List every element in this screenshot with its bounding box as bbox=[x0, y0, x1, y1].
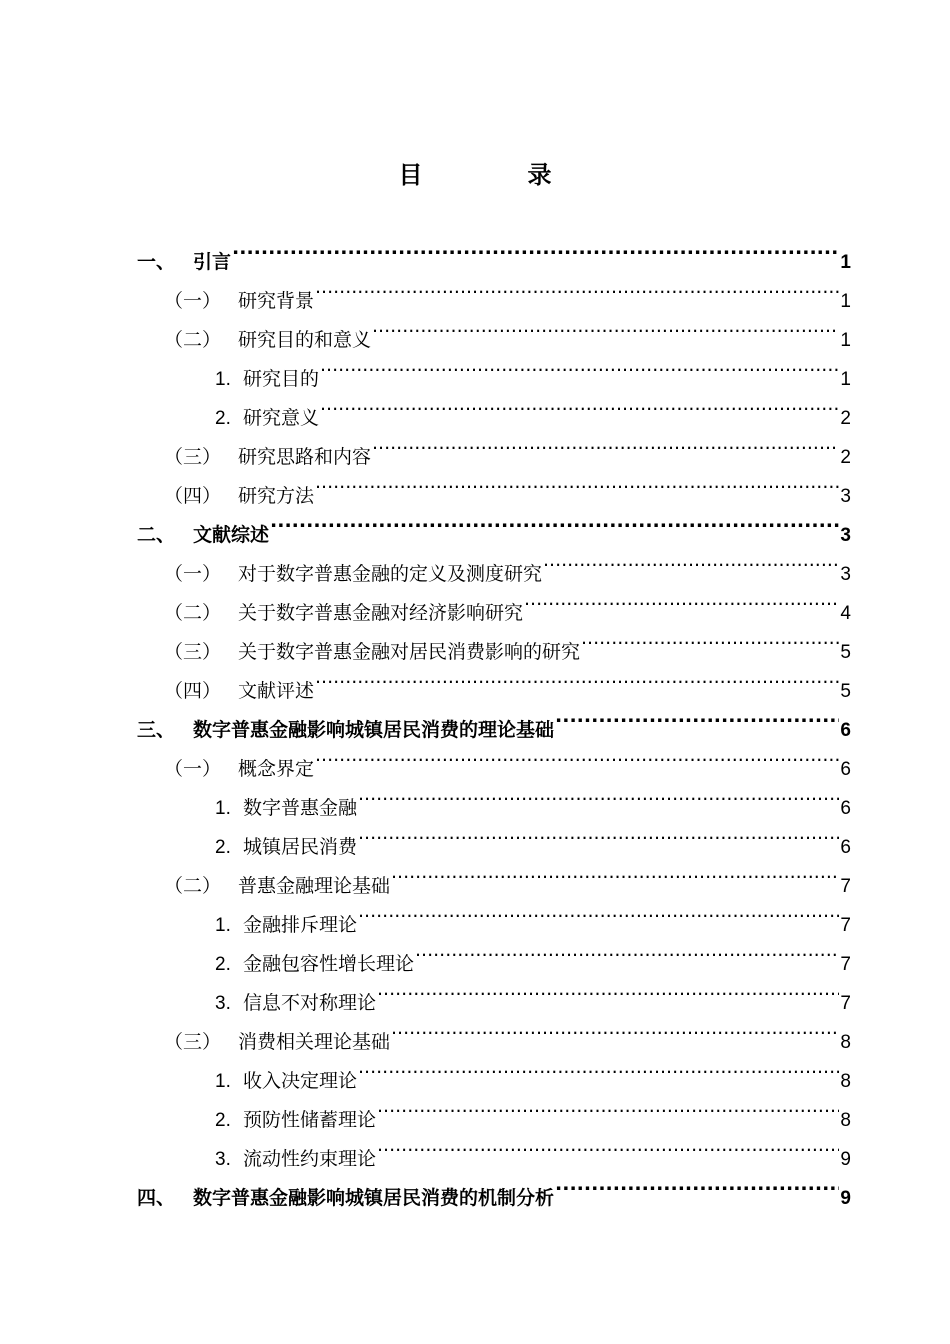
toc-entry-title: 信息不对称理论 bbox=[243, 992, 377, 1014]
toc-entry[interactable] bbox=[137, 580, 851, 624]
toc-entry-title: 数字普惠金融影响城镇居民消费的理论基础 bbox=[193, 719, 555, 741]
toc-entry-title: 文献评述 bbox=[238, 680, 315, 702]
dot-leader bbox=[581, 619, 839, 658]
toc-entry-page-number: 7 bbox=[840, 876, 851, 897]
dot-leader bbox=[377, 1126, 839, 1165]
toc-entry-number: 2. bbox=[215, 954, 231, 975]
dot-leader bbox=[555, 697, 839, 736]
toc-entry-title: 对于数字普惠金融的定义及测度研究 bbox=[238, 563, 543, 585]
toc-entry-title: 消费相关理论基础 bbox=[238, 1031, 391, 1053]
dot-leader bbox=[358, 775, 839, 814]
toc-entry[interactable] bbox=[137, 970, 851, 1014]
toc-entry-page-number: 5 bbox=[840, 642, 851, 663]
toc-entry[interactable] bbox=[137, 385, 851, 429]
dot-leader bbox=[415, 931, 839, 970]
toc-entry-number: （一） bbox=[164, 563, 222, 585]
toc-entry-page-number: 1 bbox=[840, 369, 851, 390]
toc-entry-number: 3. bbox=[215, 993, 231, 1014]
toc-entry[interactable] bbox=[137, 892, 851, 936]
toc-entry-page-number: 6 bbox=[840, 837, 851, 858]
dot-leader bbox=[377, 1087, 839, 1126]
toc-entry-title: 研究目的 bbox=[243, 368, 320, 390]
toc-entry-page-number: 8 bbox=[840, 1071, 851, 1092]
toc-entry-page-number: 3 bbox=[840, 564, 851, 585]
dot-leader bbox=[391, 853, 839, 892]
page-title bbox=[0, 155, 950, 190]
toc-entry-title: 引言 bbox=[193, 251, 232, 273]
toc-entry[interactable] bbox=[137, 1087, 851, 1131]
dot-leader bbox=[320, 385, 839, 424]
toc-entry-number: （一） bbox=[164, 290, 222, 312]
toc-entry-title: 概念界定 bbox=[238, 758, 315, 780]
toc-entry-title: 研究方法 bbox=[238, 485, 315, 507]
toc-entry-number: 3. bbox=[215, 1149, 231, 1170]
toc-entry-page-number: 4 bbox=[840, 603, 851, 624]
toc-entry-number: （三） bbox=[164, 641, 222, 663]
toc-entry-page-number: 7 bbox=[840, 915, 851, 936]
toc-entry[interactable] bbox=[137, 1048, 851, 1092]
toc-entry-page-number: 1 bbox=[840, 252, 851, 273]
toc-entry-title: 数字普惠金融 bbox=[243, 797, 358, 819]
dot-leader bbox=[315, 736, 839, 775]
toc-entry-page-number: 1 bbox=[840, 291, 851, 312]
title-char-1: 目 bbox=[398, 161, 423, 189]
toc-entry[interactable] bbox=[137, 1009, 851, 1053]
toc-entry-number: （一） bbox=[164, 758, 222, 780]
toc-entry[interactable] bbox=[137, 775, 851, 819]
toc-entry-title: 研究目的和意义 bbox=[238, 329, 372, 351]
toc-entry-title: 金融排斥理论 bbox=[243, 914, 358, 936]
toc-entry[interactable] bbox=[137, 307, 851, 351]
dot-leader bbox=[524, 580, 839, 619]
toc-entry[interactable] bbox=[137, 619, 851, 663]
toc-entry-page-number: 1 bbox=[840, 330, 851, 351]
toc-entry-title: 数字普惠金融影响城镇居民消费的机制分析 bbox=[193, 1187, 555, 1209]
toc-entry-number: 1. bbox=[215, 369, 231, 390]
toc-entry[interactable] bbox=[137, 658, 851, 702]
dot-leader bbox=[358, 1048, 839, 1087]
dot-leader bbox=[358, 814, 839, 853]
toc-entry-number: 四、 bbox=[137, 1187, 176, 1209]
toc-entry[interactable] bbox=[137, 697, 851, 741]
dot-leader bbox=[391, 1009, 839, 1048]
toc-entry[interactable] bbox=[137, 268, 851, 312]
toc-entry-page-number: 2 bbox=[840, 447, 851, 468]
toc-entry-title: 普惠金融理论基础 bbox=[238, 875, 391, 897]
toc-entry-page-number: 3 bbox=[840, 525, 851, 546]
toc-entry[interactable] bbox=[137, 229, 851, 273]
toc-entry-title: 研究思路和内容 bbox=[238, 446, 372, 468]
toc-entry-number: 2. bbox=[215, 1110, 231, 1131]
toc-entry-number: （二） bbox=[164, 329, 222, 351]
toc-entry-title: 文献综述 bbox=[193, 524, 270, 546]
toc-entry[interactable] bbox=[137, 853, 851, 897]
toc-entry-title: 流动性约束理论 bbox=[243, 1148, 377, 1170]
toc-entry-number: 1. bbox=[215, 798, 231, 819]
dot-leader bbox=[315, 268, 839, 307]
toc-entry-title: 关于数字普惠金融对经济影响研究 bbox=[238, 602, 524, 624]
toc-entry-page-number: 9 bbox=[840, 1149, 851, 1170]
toc-entry[interactable] bbox=[137, 931, 851, 975]
toc-entry-number: （三） bbox=[164, 446, 222, 468]
dot-leader bbox=[358, 892, 839, 931]
toc-entry-page-number: 7 bbox=[840, 954, 851, 975]
toc-entry-page-number: 2 bbox=[840, 408, 851, 429]
toc-entry[interactable] bbox=[137, 1126, 851, 1170]
toc-entry-title: 城镇居民消费 bbox=[243, 836, 358, 858]
dot-leader bbox=[372, 424, 839, 463]
dot-leader bbox=[315, 463, 839, 502]
toc-entry-title: 金融包容性增长理论 bbox=[243, 953, 415, 975]
toc-entry-page-number: 7 bbox=[840, 993, 851, 1014]
toc-entry-number: 2. bbox=[215, 837, 231, 858]
toc-entry-title: 收入决定理论 bbox=[243, 1070, 358, 1092]
toc-entry-number: （三） bbox=[164, 1031, 222, 1053]
toc-entry-number: （二） bbox=[164, 602, 222, 624]
toc-entry-title: 研究意义 bbox=[243, 407, 320, 429]
toc-entry-page-number: 5 bbox=[840, 681, 851, 702]
dot-leader bbox=[232, 229, 839, 268]
toc-entry-page-number: 8 bbox=[840, 1110, 851, 1131]
toc-entry-number: 1. bbox=[215, 915, 231, 936]
toc-entry[interactable] bbox=[137, 424, 851, 468]
toc-entry-title: 预防性储蓄理论 bbox=[243, 1109, 377, 1131]
toc-entry-number: 一、 bbox=[137, 251, 176, 273]
toc-entry-number: 1. bbox=[215, 1071, 231, 1092]
toc-entry-page-number: 6 bbox=[840, 759, 851, 780]
toc-entry-page-number: 6 bbox=[840, 720, 851, 741]
toc-entry-number: 三、 bbox=[137, 719, 176, 741]
toc-entry-page-number: 6 bbox=[840, 798, 851, 819]
toc-entry-page-number: 8 bbox=[840, 1032, 851, 1053]
dot-leader bbox=[555, 1165, 839, 1204]
toc-entry-number: 二、 bbox=[137, 524, 176, 546]
dot-leader bbox=[543, 541, 839, 580]
toc-entry[interactable] bbox=[137, 463, 851, 507]
toc-entry-number: （四） bbox=[164, 485, 222, 507]
toc-entry-page-number: 9 bbox=[840, 1188, 851, 1209]
toc-entry[interactable] bbox=[137, 1165, 851, 1209]
toc-entry[interactable] bbox=[137, 541, 851, 585]
toc-entry[interactable] bbox=[137, 814, 851, 858]
toc-entry-number: （四） bbox=[164, 680, 222, 702]
toc-entry[interactable] bbox=[137, 736, 851, 780]
toc-entry-title: 研究背景 bbox=[238, 290, 315, 312]
dot-leader bbox=[320, 346, 839, 385]
dot-leader bbox=[372, 307, 839, 346]
toc-entry-number: 2. bbox=[215, 408, 231, 429]
toc-entry-number: （二） bbox=[164, 875, 222, 897]
toc-entry[interactable] bbox=[137, 346, 851, 390]
toc-entry-page-number: 3 bbox=[840, 486, 851, 507]
toc-entry-title: 关于数字普惠金融对居民消费影响的研究 bbox=[238, 641, 581, 663]
toc-entry[interactable] bbox=[137, 502, 851, 546]
dot-leader bbox=[270, 502, 839, 541]
dot-leader bbox=[315, 658, 839, 697]
table-of-contents bbox=[137, 229, 851, 1209]
title-char-2: 录 bbox=[527, 161, 552, 189]
dot-leader bbox=[377, 970, 839, 1009]
